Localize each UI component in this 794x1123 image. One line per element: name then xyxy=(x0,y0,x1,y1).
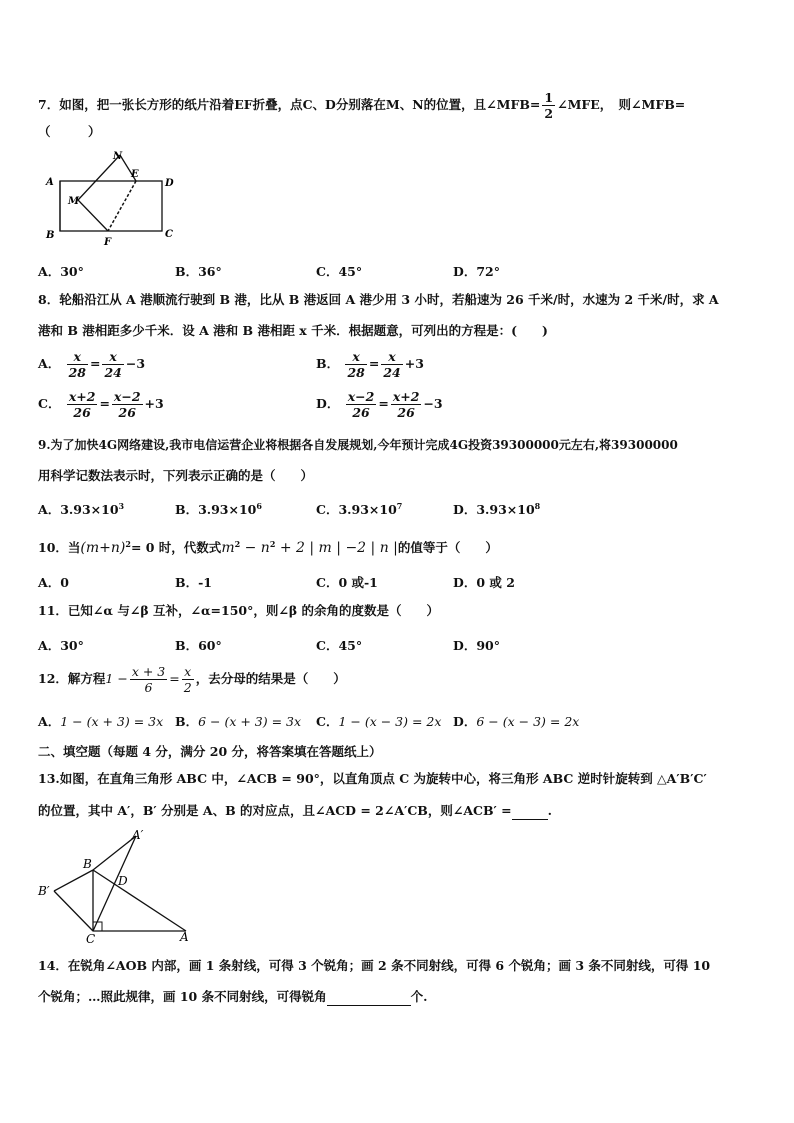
q14-stem-line1: 14．在锐角∠AOB 内部，画 1 条射线，可得 3 个锐角；画 2 条不同射线，可得 6 个锐角；画 3 条不同射线，可得 10 xyxy=(38,958,711,973)
q7-stem: 7．如图，把一张长方形的纸片沿着EF折叠，点C、D分别落在M、N的位置，且∠MFB= $\frac{1}{2}$ ∠MFE， 则∠MFB= xyxy=(38,90,686,121)
q13-label-a-prime: A′ xyxy=(132,828,144,842)
q9-option-b[interactable]: B．$3.93\times 10^6$ xyxy=(175,500,262,517)
q11-option-a[interactable]: A．30° xyxy=(38,638,84,653)
q13-label-d: D xyxy=(118,874,128,888)
q11-option-b[interactable]: B．60° xyxy=(175,638,222,653)
q8-option-d[interactable]: D． $\frac{x-2}{26}$ = $\frac{x+2}{26}$ −3 xyxy=(316,389,443,420)
q8-option-a[interactable]: A． $\frac{x}{28}$ = $\frac{x}{24}$ −3 xyxy=(38,349,146,380)
q9-stem-line2: 用科学记数法表示时，下列表示正确的是（ ） xyxy=(38,468,314,483)
q7-option-c[interactable]: C．45° xyxy=(316,264,363,279)
q7-label-d: D xyxy=(165,178,174,189)
q7-label-a: A xyxy=(46,177,54,188)
q7-crease-ef xyxy=(108,181,136,231)
q11-option-c[interactable]: C．45° xyxy=(316,638,363,653)
section-heading-fill-in: 二、填空题（每题 4 分，满分 20 分，将答案填在答题纸上） xyxy=(38,744,382,759)
q13-stem-line1: 13.如图，在直角三角形 ABC 中，∠ACB = 90°，以直角顶点 C 为旋转中心，将三角形 ABC 逆时针旋转到 △A′B′C′ xyxy=(38,771,707,786)
q7-label-m: M xyxy=(68,196,80,207)
q13-figure xyxy=(36,828,206,943)
q10-stem: 10．当$(m+n)^2= 0$ 时，代数式$m^2 - n^2 + 2$ | m | −2 | n |的值等于（ ） xyxy=(38,539,498,557)
q12-option-b[interactable]: B．6 − (x + 3) = 3x xyxy=(175,714,302,729)
q11-option-d[interactable]: D．90° xyxy=(453,638,500,653)
q13-label-b-prime: B′ xyxy=(38,884,50,898)
q9-option-c[interactable]: C．$3.93\times 10^7$ xyxy=(316,500,403,517)
q13-stem-line2: 的位置，其中 A′，B′ 分别是 A、B 的对应点，且∠ACD = 2∠A′CB，则∠ACB′ = . xyxy=(38,803,553,818)
q10-option-a[interactable]: A．0 xyxy=(38,575,69,590)
q12-option-d[interactable]: D．6 − (x − 3) = 2x xyxy=(453,714,580,729)
q7-figure xyxy=(40,148,180,258)
q13-label-a: A xyxy=(180,930,189,943)
q7-option-a[interactable]: A．30° xyxy=(38,264,84,279)
q7-paren: （ ） xyxy=(38,124,101,139)
q7-label-c: C xyxy=(165,229,173,240)
q8-stem-line1: 8．轮船沿江从 A 港顺流行驶到 B 港，比从 B 港返回 A 港少用 3 小时，若船速为 26 千米/时，水速为 2 千米/时，求 A xyxy=(38,292,719,307)
q11-stem: 11．已知∠α 与∠β 互补，∠α=150°，则∠β 的余角的度数是（ ） xyxy=(38,603,440,618)
q12-option-a[interactable]: A．1 − (x + 3) = 3x xyxy=(38,714,164,729)
q12-option-c[interactable]: C．1 − (x − 3) = 2x xyxy=(316,714,442,729)
q7-label-f: F xyxy=(104,237,112,248)
q7-option-b[interactable]: B．36° xyxy=(175,264,222,279)
q8-stem-line2: 港和 B 港相距多少千米．设 A 港和 B 港相距 x 千米．根据题意，可列出的方程是：( ) xyxy=(38,323,548,338)
q10-option-d[interactable]: D．0 或 2 xyxy=(453,575,515,590)
q8-option-b[interactable]: B． $\frac{x}{28}$ = $\frac{x}{24}$ +3 xyxy=(316,349,424,380)
q13-label-b: B xyxy=(83,857,92,871)
q14-answer-blank[interactable] xyxy=(327,989,411,1006)
q13-label-c: C xyxy=(86,932,96,943)
q10-option-b[interactable]: B．-1 xyxy=(175,575,212,590)
q9-stem-line1: 9.为了加快4G网络建设,我市电信运营企业将根据各自发展规划,今年预计完成4G投资39300000元左右,将39300000 xyxy=(38,438,678,452)
q7-label-e: E xyxy=(131,169,139,180)
q7-label-b: B xyxy=(46,230,55,241)
q7-label-n: N xyxy=(113,151,123,162)
q14-stem-line2: 个锐角；…照此规律，画 10 条不同射线，可得锐角 个. xyxy=(38,989,428,1004)
q7-fold-lines xyxy=(78,155,120,231)
q13-answer-blank[interactable] xyxy=(512,803,548,820)
q9-option-a[interactable]: A．$3.93\times 10^3$ xyxy=(38,500,125,517)
q9-option-d[interactable]: D．$3.93\times 10^8$ xyxy=(453,500,541,517)
q7-option-d[interactable]: D．72° xyxy=(453,264,500,279)
q7-fraction: $\frac{1}{2}$ xyxy=(544,90,554,121)
q8-option-c[interactable]: C． $\frac{x+2}{26}$ = $\frac{x-2}{26}$ +3 xyxy=(38,389,164,420)
q12-stem: 12．解方程1 − $\frac{x + 3}{6}$ = $\frac{x}{2}$ ，去分母的结果是（ ） xyxy=(38,664,346,695)
q10-option-c[interactable]: C．0 或-1 xyxy=(316,575,378,590)
